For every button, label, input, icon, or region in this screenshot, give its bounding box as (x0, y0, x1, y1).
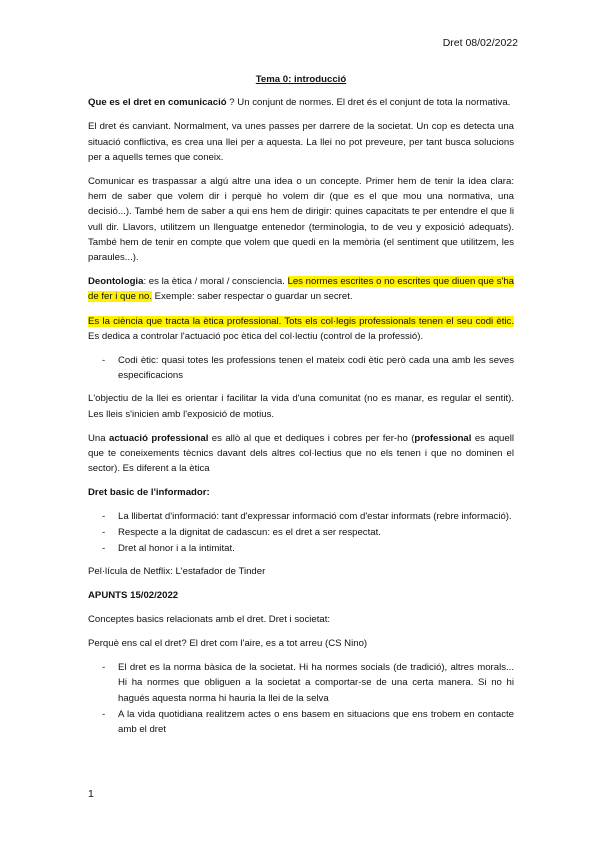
highlight-ciencia: Es la ciència que tracta la ètica professional. Tots els col·legis professionals tenen el seu codi ètic. (88, 315, 514, 327)
document-title: Tema 0: introducció (255, 74, 347, 85)
paragraph-deontologia: Deontologia: es la ètica / moral / consciencia. Les normes escrites o no escrites que diuen que s'ha de fer i que no. Exemple: saber respectar o guardar un secret. (88, 276, 514, 303)
paragraph-netflix: Pel·lícula de Netflix: L'estafador de Tinder (88, 566, 266, 578)
list-dash: - (102, 543, 106, 555)
list-dash: - (102, 510, 106, 522)
list-item: - El dret es la norma bàsica de la societat. Hi ha normes socials (de tradició), altres morals... Hi ha normes que obliguen a la societat a comportar-se de una certa manera. Si no hi hagués aquesta norma hi hauria la llei de la selva (102, 662, 514, 704)
list-item: - A la vida quotidiana realitzem actes o ens basem en situacions que ens trobem en contacte amb el dret (102, 708, 514, 735)
list-dash: - (102, 526, 106, 538)
list-dash: - (102, 708, 106, 720)
heading-dret-informador: Dret basic de l'informador: (88, 487, 210, 499)
heading-apunts: APUNTS 15/02/2022 (88, 590, 179, 602)
list-item: - Respecte a la dignitat de cadascun: es el dret a ser respectat. (88, 525, 514, 540)
paragraph-conceptes: Conceptes basics relacionats amb el dret. Dret i societat: (88, 613, 331, 625)
term-professional: professional (414, 432, 472, 444)
paragraph-actuacio-professional: Una actuació professional es allò al que et dediques i cobres per fer-ho (professional es aquell que te coneixements tècnics davant dels altres col·lectius que no els tenen i que no dominen el sector). Es diferent a la ètica (88, 432, 514, 475)
list-item: - La llibertat d'informació: tant d'expressar informació com d'estar informats (rebre informació). (88, 509, 514, 524)
term-actuacio-professional: actuació professional (109, 432, 209, 444)
list-dash: - (102, 355, 106, 367)
highlight-normes: Les normes escrites o no escrites que diuen que s'ha de fer i que no. (88, 276, 514, 303)
document-body (88, 72, 514, 745)
paragraph-dret-comunicacio: Que es el dret en comunicació ? Un conjunt de normes. El dret és el conjunt de tota la normativa. (88, 97, 511, 109)
list-drets-informador (88, 509, 514, 557)
list-dret-societat (88, 660, 514, 737)
page-number: 1 (88, 788, 94, 800)
paragraph-dret-canviant: El dret és canviant. Normalment, va unes passes per darrere de la societat. Un cop es detecta una situació conflictiva, es crea una llei per a aquesta. La llei no pot preveure, per tant busca solucions per a aquells temes que coneix. (88, 121, 514, 163)
paragraph-objectiu-llei: L'objectiu de la llei es orientar i facilitar la vida d'una comunitat (no es manar, es regular el sentit). Les lleis s'inicien amb l'exposició de motius. (88, 393, 514, 420)
paragraph-comunicar: Comunicar es traspassar a algú altre una idea o un concepte. Primer hem de tenir la idea clara: hem de saber que volem dir i perquè ho volem dir (que es el que mou una normativa, una decisió...). També hem de saber a qui ens hem de dirigir: quines capacitats te per entendre el que li vull dir. Llavors, utilitzem un llenguatge entenedor (terminologia, to de veu y exposició adequats). També hem de tenir en compte que volem que quedi en la memòria (el sentiment que utilitzem, les paraules...). (88, 176, 514, 264)
question-bold: Que es el dret en comunicació (88, 97, 227, 109)
paragraph-perque-dret: Perquè ens cal el dret? El dret com l'aire, es a tot arreu (CS Nino) (88, 637, 368, 649)
list-dash: - (102, 662, 106, 674)
list-item: - Dret al honor i a la intimitat. (88, 541, 514, 556)
header-date: Dret 08/02/2022 (442, 37, 518, 49)
paragraph-etica-professional: Es la ciència que tracta la ètica professional. Tots els col·legis professionals tenen el seu codi ètic. Es dedica a controlar l'actuació poc ètica del col·lectiu (control de la professió). (88, 315, 514, 342)
list-codi-etic (88, 353, 514, 383)
list-item: - Codi ètic: quasi totes les professions tenen el mateix codi ètic però cada una amb les seves especificacions (102, 355, 514, 382)
term-deontologia: Deontologia (88, 276, 144, 288)
